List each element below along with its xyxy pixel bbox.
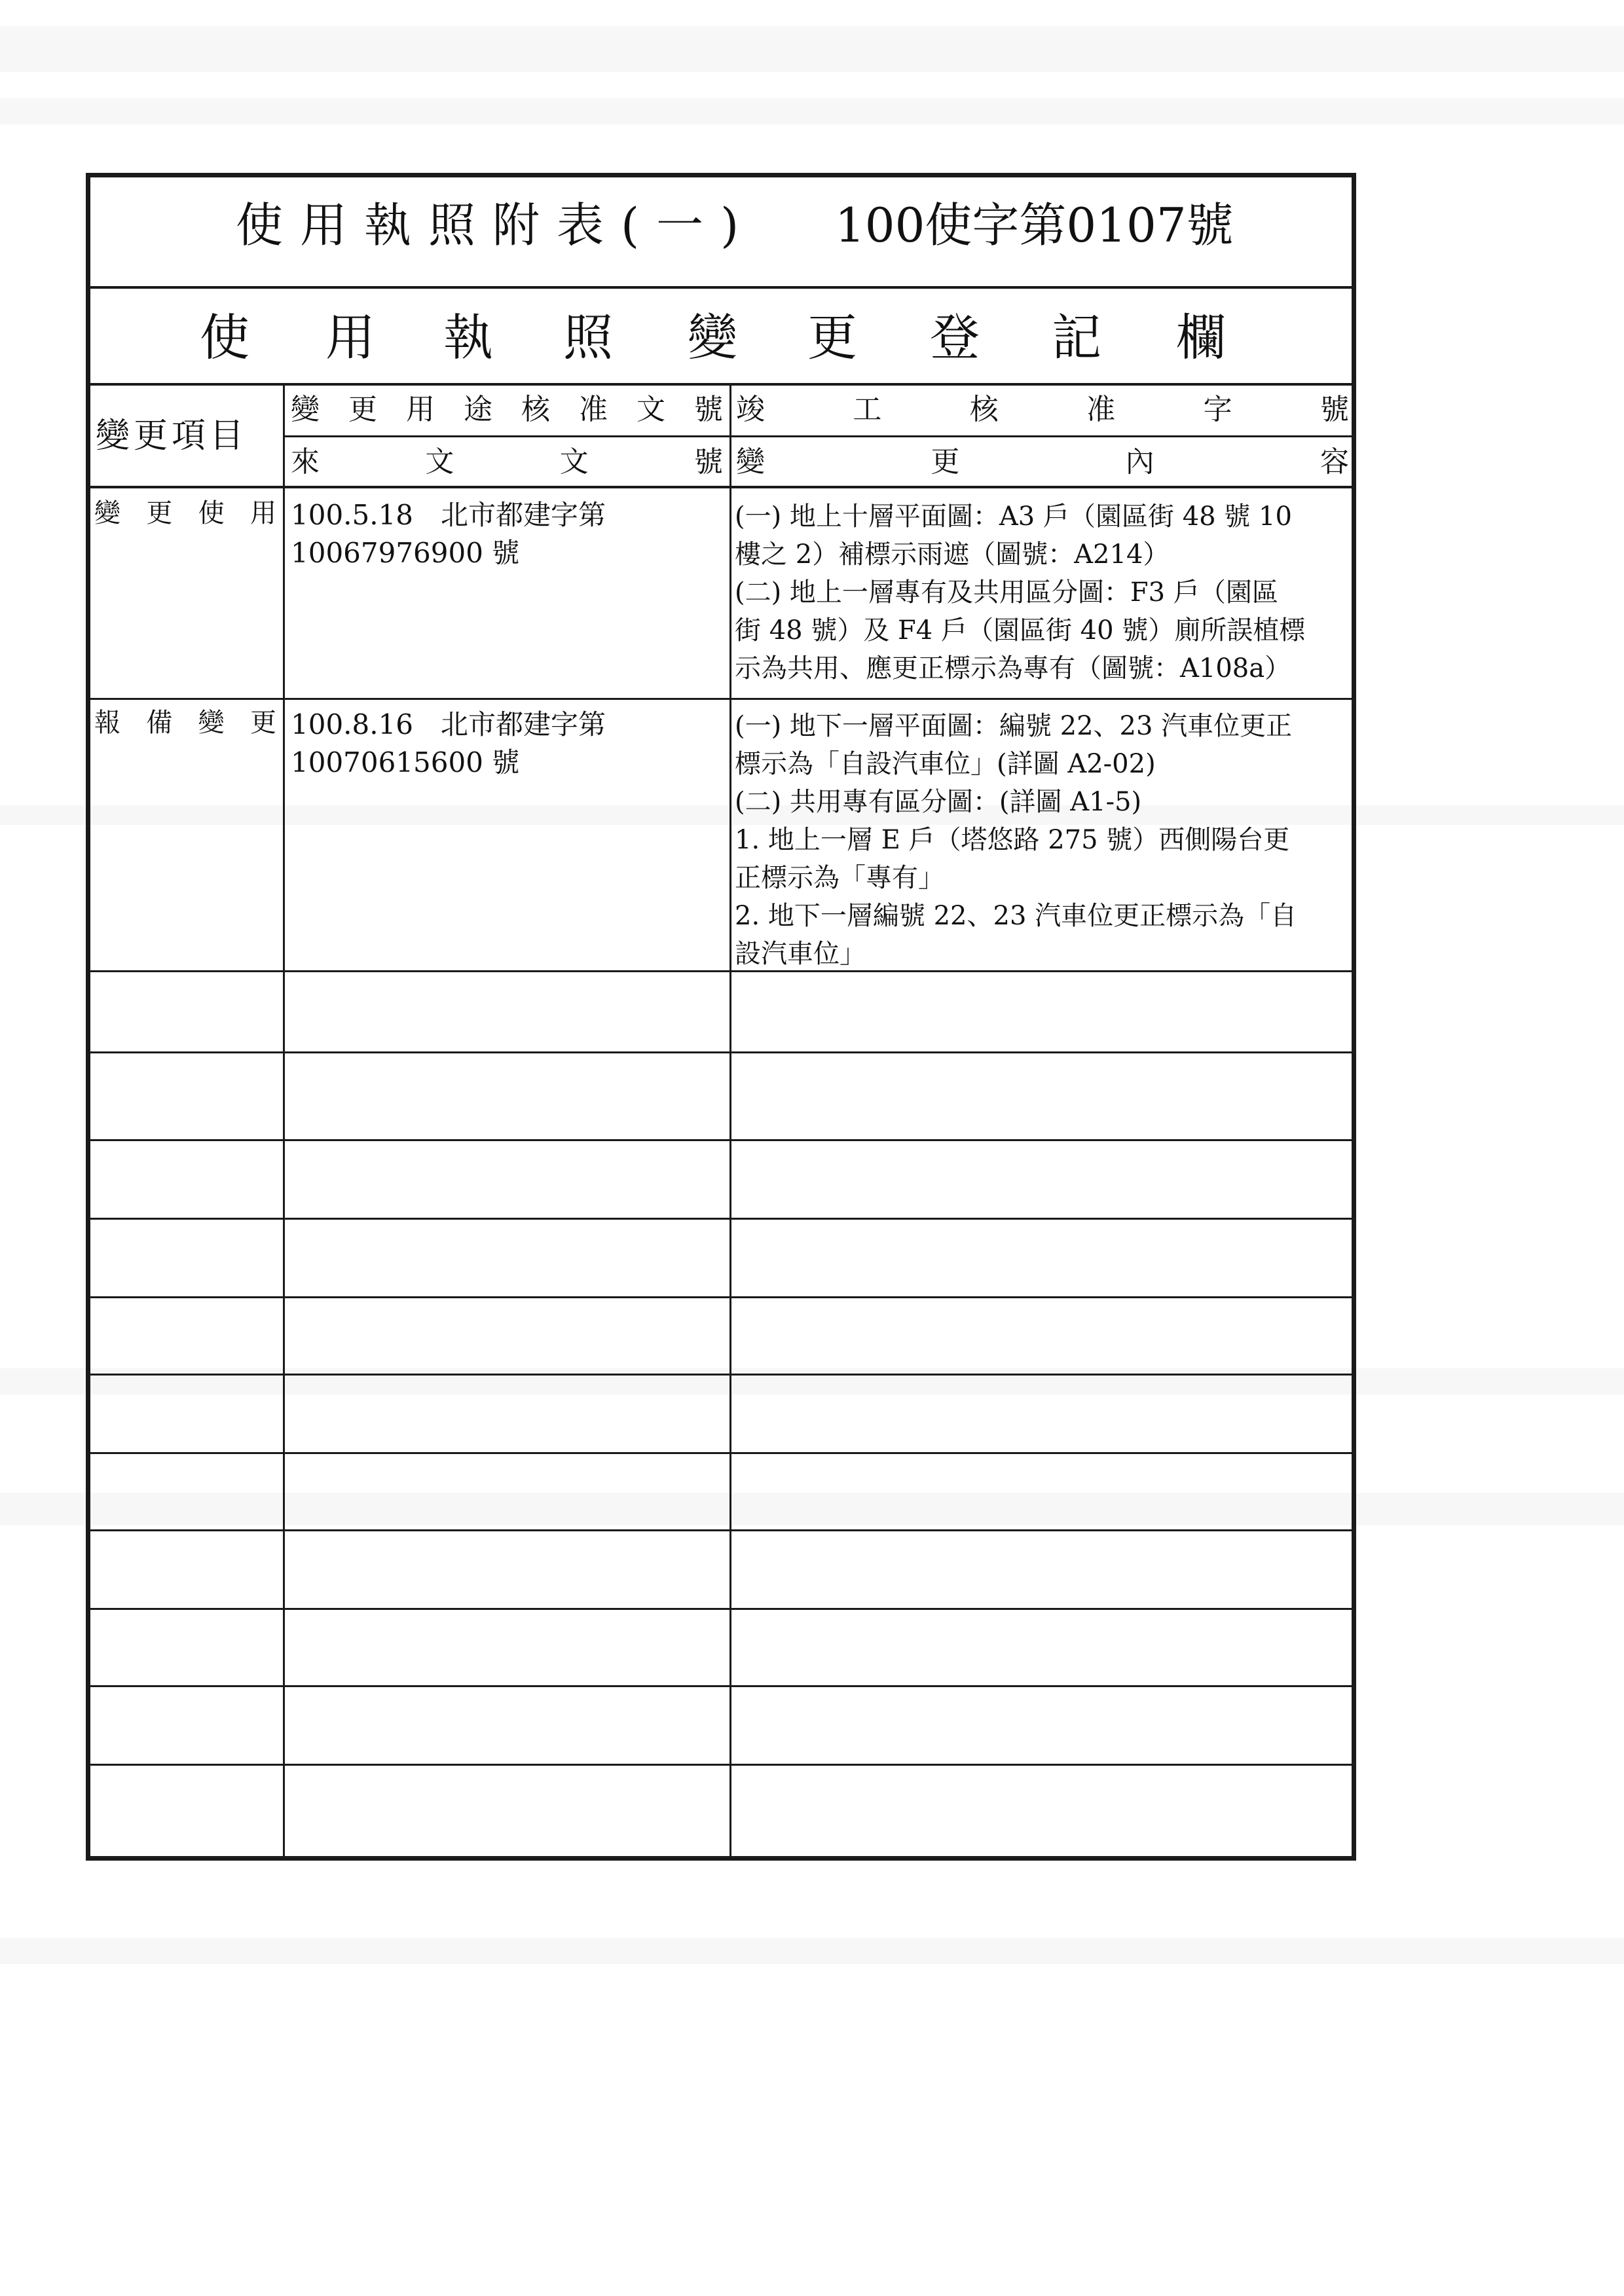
- row-1-doc-number: 100.5.18 北市都建字第 10067976900 號: [291, 499, 606, 569]
- rule-under-section-title: [86, 383, 1356, 386]
- rule-empty-row: [86, 1139, 1356, 1141]
- rule-empty-row: [86, 1218, 1356, 1220]
- rule-empty-row: [86, 1529, 1356, 1531]
- rule-col-2: [729, 384, 731, 1859]
- rule-col-1: [283, 384, 285, 1859]
- rule-empty-row: [86, 1452, 1356, 1454]
- scan-noise: [0, 26, 1624, 72]
- scan-noise: [0, 1938, 1624, 1964]
- row-2-doc-number: 100.8.16 北市都建字第 10070615600 號: [291, 708, 606, 778]
- header-change-content: 變 更 內 容: [736, 445, 1349, 479]
- rule-empty-row: [86, 1051, 1356, 1053]
- row-2-change-content: (一) 地下一層平面圖：編號 22、23 汽車位更正 標示為「自設汽車位」(詳圖 A2-02) (二) 共用專有區分圖：(詳圖 A1-5) 1. 地上一層 E 戶（塔悠路 275 號）西側陽台更 正標示為「專有」 2. 地下一層編號 22、23 汽車位更正標示為「自 設汽車位」: [735, 711, 1297, 969]
- rule-empty-row: [86, 1296, 1356, 1298]
- row-1-item: 變 更 使 用: [94, 498, 276, 528]
- header-change-item: 變更項目: [96, 416, 248, 456]
- rule-row-1: [86, 698, 1356, 700]
- header-approval-doc: 變 更 用 途 核 准 文 號: [291, 393, 723, 426]
- rule-empty-row: [86, 1685, 1356, 1687]
- row-1-change-content: (一) 地上十層平面圖：A3 戶（園區街 48 號 10 樓之 2）補標示雨遮（圖號：A214） (二) 地上一層專有及共用區分圖：F3 戶（園區 街 48 號）及 F4 戶（園區街 40 號）廁所誤植標 示為共用、應更正標示為專有（圖號：A108a）: [735, 501, 1306, 683]
- form-title: 使用執照附表(一): [236, 198, 756, 253]
- rule-header-mid: [284, 435, 1356, 437]
- permit-number: 100使字第0107號: [835, 198, 1234, 253]
- rule-empty-row: [86, 1374, 1356, 1376]
- rule-empty-row: [86, 1608, 1356, 1610]
- row-2-item: 報 備 變 更: [94, 708, 276, 738]
- header-completion-no: 竣 工 核 准 字 號: [736, 393, 1349, 426]
- rule-under-header: [86, 486, 1356, 488]
- rule-empty-row: [86, 1764, 1356, 1766]
- rule-under-title: [86, 286, 1356, 289]
- header-incoming-doc: 來 文 文 號: [291, 445, 723, 479]
- scan-noise: [0, 98, 1624, 124]
